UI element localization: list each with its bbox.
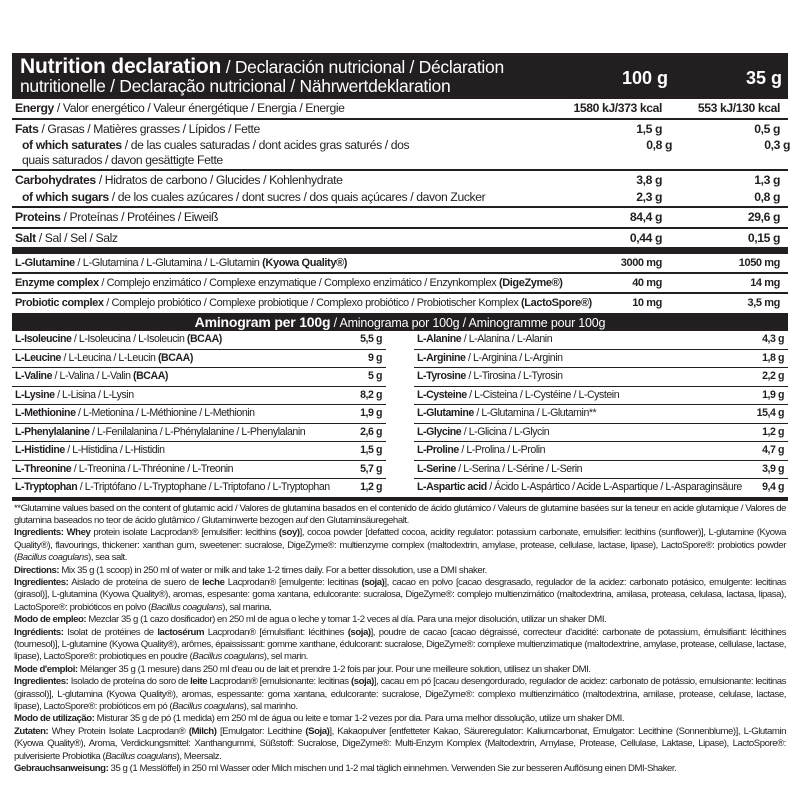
value-35g: 553 kJ/130 kcal — [697, 101, 780, 115]
glutamine-note: **Glutamine values based on the content of glutamic acid / Valores de glutamina basados en el contenido de ácido glutámico / Valeurs de glutamine basées sur la teneur en acide glutamique / Valores de glutamina baseados no teor de ácido glutâmico / Glutaminwerte bezogen auf den Glutaminsäuregehalt. — [14, 502, 786, 526]
aminogram-row: L-Threonine / L-Treonina / L-Thréonine / L-Treonin 5,7 g — [12, 461, 386, 480]
value-35g: 3,5 mg — [747, 297, 780, 309]
supplement-row-glutamine: L-Glutamine / L-Glutamina / L-Glutamina / L-Glutamin (Kyowa Quality®) 3000 mg 1050 mg — [15, 257, 780, 269]
directions-fr: Mode d'emploi: Mélanger 35 g (1 mesure) dans 250 ml d'eau ou de lait et prendre 1-2 fois par jour. Pour une meilleure solution, utilisez un shaker DMI. — [14, 663, 591, 675]
aminogram-row: L-Glycine / L-Glicina / L-Glycin 1,2 g — [414, 424, 788, 443]
aminogram-value: 2,6 g — [360, 425, 382, 438]
value-35g: 1050 mg — [738, 257, 780, 269]
aminogram-left-column — [12, 331, 400, 497]
aminogram-row: L-Lysine / L-Lisina / L-Lysin 8,2 g — [12, 387, 386, 406]
aminogram-value: 1,5 g — [360, 444, 382, 456]
aminogram-value: 1,2 g — [360, 481, 382, 493]
aminogram-row: L-Cysteine / L-Cisteina / L-Cystéine / L-Cystein 1,9 g — [414, 387, 788, 406]
aminogram-row: L-Phenylalanine / L-Fenilalanina / L-Phénylalanine / L-Phenylalanin 2,6 g — [12, 424, 386, 443]
aminogram-value: 4,7 g — [762, 444, 784, 456]
value-100g: 2,3 g — [636, 189, 662, 204]
fine-print — [12, 501, 788, 776]
column-header-100g: 100 g — [621, 68, 668, 88]
value-35g: 29,6 g — [747, 210, 780, 224]
aminogram-row: L-Histidine / L-Histidina / L-Histidin 1,5 g — [12, 442, 386, 461]
nutrient-row-fats: Fats / Grasas / Matières grasses / Lípidos / Fette 1,5 g 0,5 g — [15, 121, 780, 136]
aminogram-row: L-Leucine / L-Leucina / L-Leucin (BCAA) 9 g — [12, 350, 386, 369]
nutrient-row-salt: Salt / Sal / Sel / Salz 0,44 g 0,15 g — [15, 230, 780, 245]
nutrient-row-proteins: Proteins / Proteínas / Protéines / Eiweiß 84,4 g 29,6 g — [15, 210, 780, 224]
aminogram-right-column — [400, 331, 788, 497]
value-35g: 0,15 g — [747, 230, 780, 245]
aminogram-row: L-Alanine / L-Alanina / L-Alanin 4,3 g — [414, 331, 788, 350]
ingredients-es: Ingredientes: Aislado de proteína de suero de leche Lacprodan® [emulgente: lecitinas (soja)], cacao en polvo [cacao desgrasado, regulador de la acidez: carbonato potásico, emulgente: lecitinas (girasol)], L-glutamina (Kyowa Quality®), aromas, espesante: goma xantana, edulcorante: sucralosa, DigeZyme®: complejo multienzimático (maltodextrina, amilasa, proteasa, celulasa, lactasa, lipasa), LactoSpore®: probióticos en polvo (Bacillus coagulans), sal marina. — [14, 576, 786, 613]
aminogram-row: L-Arginine / L-Arginina / L-Arginin 1,8 g — [414, 350, 788, 369]
directions-pt: Modo de utilização: Misturar 35 g de pó (1 medida) em 250 ml de água ou leite e tomar 1-2 vezes por dia. Para uma melhor dissolução, utilize um shaker DMI. — [14, 713, 625, 725]
aminogram-row: L-Tyrosine / L-Tirosina / L-Tyrosin 2,2 g — [414, 368, 788, 387]
directions-en: Directions: Mix 35 g (1 scoop) in 250 ml of water or milk and take 1-2 times daily. For a better dissolution, use a DMI shaker. — [14, 564, 487, 576]
supplement-row-enzyme-complex: Enzyme complex / Complejo enzimático / Complexe enzymatique / Complexo enzimático / Enzynkomplex (DigeZyme®) 40 mg 14 mg — [15, 277, 780, 289]
nutrition-header — [12, 53, 788, 99]
aminogram-value: 8,2 g — [360, 388, 382, 401]
nutrient-row-saturates: of which saturates / de las cuales saturadas / dont acides gras saturés / dos quais saturados / davon gesättigte Fette 0,8 g 0,3 g — [22, 138, 790, 167]
value-100g: 84,4 g — [629, 210, 662, 224]
value-35g: 0,3 g — [764, 138, 790, 152]
column-header-35g: 35 g — [745, 68, 782, 88]
ingredients-fr: Ingrédients: Isolat de protéines de lactosérum Lacprodan® [émulsifiant: lécithines (soja)], poudre de cacao [cacao dégraissé, correcteur d'acidité: carbonate de potassium, émulsifiant: lécithines (tournesol)], L-glutamine (Kyowa Quality®), arômes, épaississant: gomme xanthane, édulcorant: sucralose, DigeZyme®: complexe multienzimatique (maltodextrine, amylase, protease, cellulase, lactase, lipase), LactoSpore®: probiotiques en poudre (Bacillus coagulans), sel marin. — [14, 626, 786, 663]
aminogram-value: 1,2 g — [762, 425, 784, 438]
aminogram-value: 4,3 g — [762, 333, 784, 345]
value-35g: 0,5 g — [754, 121, 780, 136]
nutrient-row-carbohydrates: Carbohydrates / Hidratos de carbono / Glucides / Kohlenhydrate 3,8 g 1,3 g — [15, 173, 780, 187]
aminogram-row: L-Tryptophan / L-Triptófano / L-Tryptophane / L-Triptofano / L-Tryptophan 1,2 g — [15, 481, 382, 493]
aminogram-header: Aminogram per 100g / Aminograma por 100g / Aminogramme pour 100g — [12, 313, 788, 331]
aminogram-value: 9 g — [368, 351, 382, 364]
aminogram-value: 5,7 g — [360, 462, 382, 475]
aminogram-table — [12, 331, 788, 497]
aminogram-row: L-Glutamine / L-Glutamina / L-Glutamin** 15,4 g — [414, 405, 788, 424]
nutrition-label — [12, 53, 788, 775]
value-35g: 0,8 g — [754, 189, 780, 204]
supplement-row-probiotic-complex: Probiotic complex / Complejo probiótico / Complexe probiotique / Complexo probiótico / Probiotischer Komplex (LactoSpore®) 10 mg 3,5 mg — [15, 297, 780, 309]
value-100g: 10 mg — [632, 297, 662, 309]
nutrition-title: Nutrition declaration / Declaración nutricional / Déclaration nutritionelle / Declaração nutricional / Nährwertdeklaration — [20, 55, 504, 96]
divider-thick — [12, 247, 788, 254]
aminogram-value: 15,4 g — [756, 407, 784, 419]
aminogram-row: L-Valine / L-Valina / L-Valin (BCAA) 5 g — [12, 368, 386, 387]
directions-de: Gebrauchsanweisung: 35 g (1 Messlöffel) in 250 ml Wasser oder Milch mischen und 1-2 mal täglich einnehmen. Verwenden Sie zur besseren Auflösung einen DMI-Shaker. — [14, 763, 677, 775]
aminogram-value: 2,2 g — [762, 370, 784, 382]
nutrient-row-energy: Energy / Valor energético / Valeur énergétique / Energia / Energie 1580 kJ/373 kcal 553 kJ/130 kcal — [15, 101, 780, 115]
value-100g: 0,8 g — [646, 138, 672, 152]
value-100g: 0,44 g — [629, 230, 662, 245]
aminogram-row: L-Aspartic acid / Ácido L-Aspártico / Acide L-Aspartique / L-Asparaginsäure 9,4 g — [417, 481, 784, 493]
aminogram-row: L-Isoleucine / L-Isoleucina / L-Isoleucin (BCAA) 5,5 g — [12, 331, 386, 350]
aminogram-value: 5,5 g — [360, 333, 382, 345]
aminogram-value: 1,9 g — [762, 388, 784, 401]
aminogram-value: 1,9 g — [360, 407, 382, 419]
aminogram-row: L-Serine / L-Serina / L-Sérine / L-Serin 3,9 g — [414, 461, 788, 480]
aminogram-value: 5 g — [368, 370, 382, 382]
value-100g: 1,5 g — [636, 121, 662, 136]
nutrient-row-sugars: of which sugars / de los cuales azúcares / dont sucres / dos quais açúcares / davon Zucker 2,3 g 0,8 g — [22, 189, 780, 204]
aminogram-value: 9,4 g — [762, 481, 784, 493]
aminogram-row: L-Methionine / L-Metionina / L-Méthionine / L-Methionin 1,9 g — [12, 405, 386, 424]
ingredients-de: Zutaten: Whey Protein Isolate Lacprodan® (Milch) [Emulgator: Lecithine (Soja)], Kakaopulver [entfetteter Kakao, Säureregulator: Kaliumcarbonat, Emulgator: Lecithine (Sonnenblume)], L-Glutamin (Kyowa Quality®), Aroma, Verdickungsmittel: Xanthangummi, Süßstoff: Sucralose, DigeZyme®: Multi-Enzym Komplex (Maltodextrin, Amylase, Protease, Cellulase, Laktase, Lipase), LactoSpore®: pulverisierte Probiotika (Bacillus coagulans), Meersalz. — [14, 725, 787, 762]
value-100g: 3000 mg — [620, 257, 662, 269]
value-35g: 1,3 g — [754, 173, 780, 187]
aminogram-value: 3,9 g — [762, 462, 784, 475]
aminogram-row: L-Proline / L-Prolina / L-Prolin 4,7 g — [414, 442, 788, 461]
aminogram-value: 1,8 g — [762, 351, 784, 364]
value-100g: 1580 kJ/373 kcal — [573, 101, 662, 115]
value-35g: 14 mg — [750, 277, 780, 289]
value-100g: 40 mg — [632, 277, 662, 289]
value-100g: 3,8 g — [636, 173, 662, 187]
ingredients-pt: Ingredientes: Isolado de proteína do soro de leite Lacprodan® [emulsionante: lecitinas (soja)], cacau em pó [cacau desengordurado, regulador de acidez: carbonato de potássio, emulsionante: lecitinas (girassol)], L-glutamina (Kyowa Quality®), aromas, espessante: goma xantana, edulcorante: sucralose, DigeZyme®: complexo multienzimático (maltodextrina, amilase, protease, celulase, lactase, lipase), LactoSpore®: probióticos em pó (Bacillus coagulans), sal marinho. — [14, 676, 786, 712]
ingredients-en: Ingredients: Whey protein isolate Lacprodan® [emulsifier: lecithins (soy)], cocoa powder [defatted cocoa, acidity regulator: potassium carbonate, emulsifier: lecithins (sunflower)], L-glutamine (Kyowa Quality®), flavourings, thickener: xanthan gum, sweetener: sucralose, DigeZyme®: multienzyme complex (maltodextrin, amylase, protease, cellulase, lactase, lipase), LactoSpore®: probiotics powder (Bacillus coagulans), sea salt. — [14, 527, 787, 564]
directions-es: Modo de empleo: Mezclar 35 g (1 cazo dosificador) en 250 ml de agua o leche y tomar 1-2 veces al día. Para una mejor disolución, utilizar un shaker DMI. — [14, 614, 607, 626]
